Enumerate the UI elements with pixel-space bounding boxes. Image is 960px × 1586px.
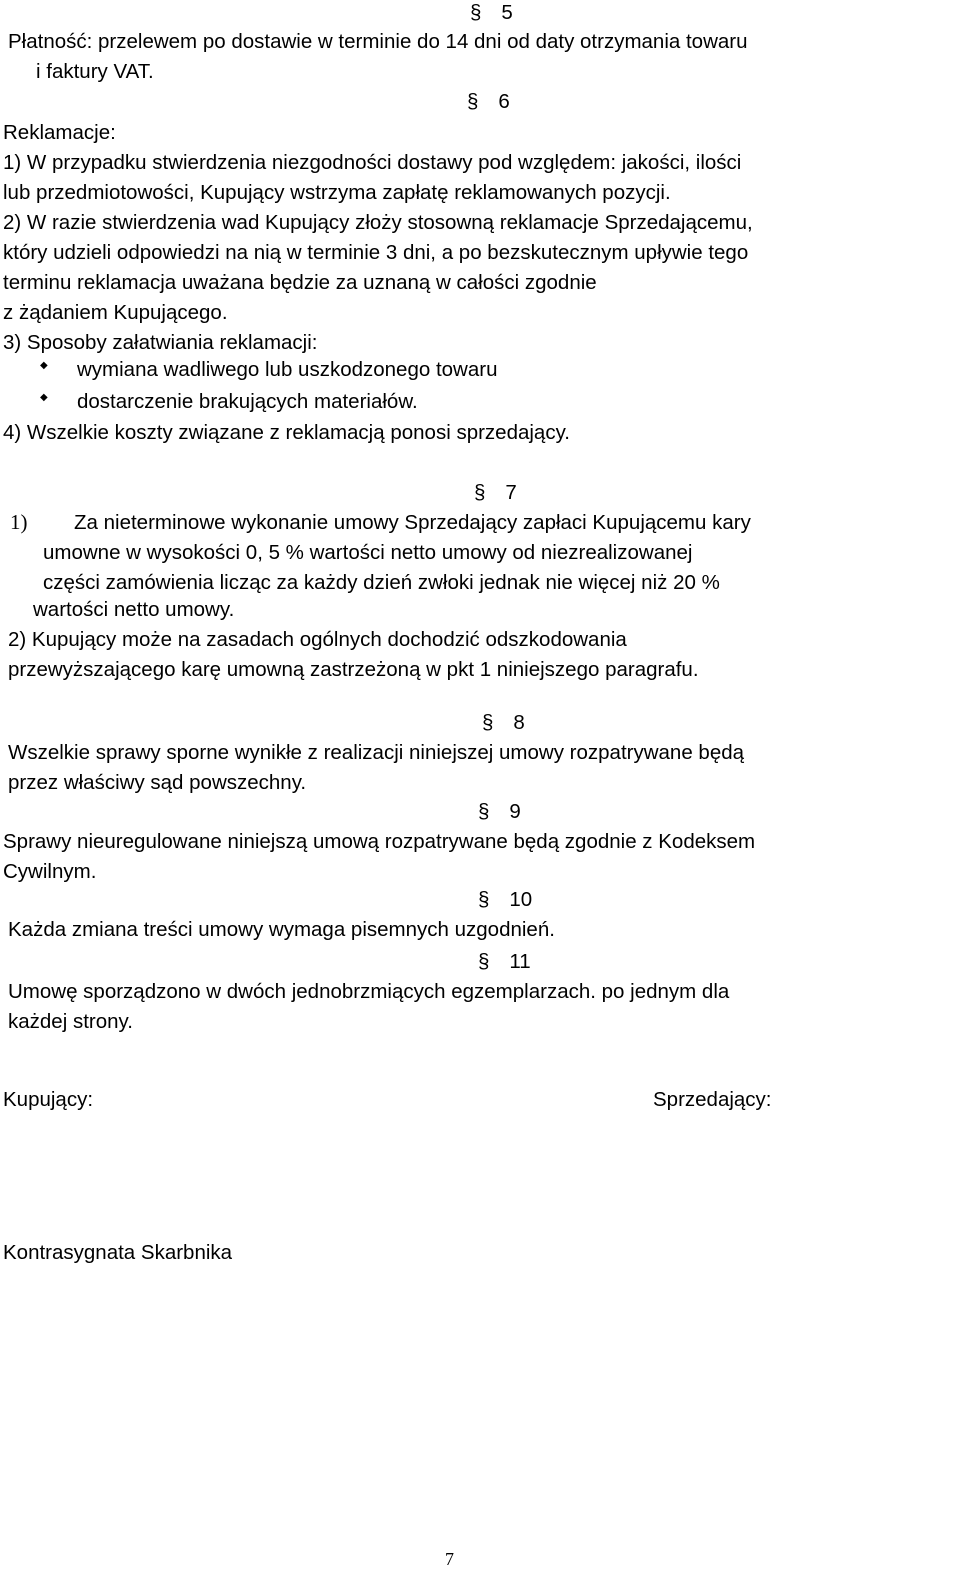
section-number: 11 — [509, 950, 531, 973]
diamond-bullet-icon: ◆ — [40, 392, 48, 403]
penalties-item-1-line-4: wartości netto umowy. — [33, 598, 235, 621]
penalties-item-2-line-2: przewyższającego karę umowną zastrzeżoną w pkt 1 niniejszego paragrafu. — [8, 658, 699, 681]
penalties-item-1-marker: 1) — [10, 510, 28, 534]
complaints-item-2-line-3: terminu reklamacja uważana będzie za uznaną w całości zgodnie — [3, 271, 597, 294]
complaints-item-2-line-1: 2) W razie stwierdzenia wad Kupujący złoży stosowną reklamacje Sprzedającemu, — [3, 211, 753, 234]
seller-signature-label: Sprzedający: — [653, 1088, 772, 1111]
section-symbol: § — [482, 711, 494, 734]
penalties-item-1-line-3: części zamówienia licząc za każdy dzień zwłoki jednak nie więcej niż 20 % — [43, 571, 720, 594]
unregulated-line-2: Cywilnym. — [3, 860, 97, 883]
section-heading-5 — [470, 3, 513, 24]
section-symbol: § — [467, 90, 479, 113]
copies-line-1: Umowę sporządzono w dwóch jednobrzmiących egzemplarzach. po jednym dla — [8, 980, 730, 1003]
copies-line-2: każdej strony. — [8, 1010, 133, 1033]
treasurer-countersign-label: Kontrasygnata Skarbnika — [3, 1241, 233, 1264]
buyer-signature-label: Kupujący: — [3, 1088, 94, 1111]
section-heading-10 — [478, 890, 532, 911]
section-heading-8 — [482, 713, 525, 734]
disputes-line-2: przez właściwy sąd powszechny. — [8, 771, 307, 794]
complaints-item-4: 4) Wszelkie koszty związane z reklamacją ponosi sprzedający. — [3, 421, 571, 444]
section-number: 6 — [498, 90, 510, 113]
complaints-item-3: 3) Sposoby załatwiania reklamacji: — [3, 331, 318, 354]
payment-line-1: Płatność: przelewem po dostawie w terminie do 14 dni od daty otrzymania towaru — [8, 30, 748, 53]
complaints-heading: Reklamacje: — [3, 121, 116, 144]
section-number: 9 — [509, 800, 521, 823]
unregulated-line-1: Sprawy nieuregulowane niniejszą umową rozpatrywane będą zgodnie z Kodeksem — [3, 830, 756, 853]
penalties-item-1-line-1: Za nieterminowe wykonanie umowy Sprzedający zapłaci Kupującemu kary — [74, 511, 751, 534]
changes-line-1: Każda zmiana treści umowy wymaga pisemnych uzgodnień. — [8, 918, 555, 941]
diamond-bullet-icon: ◆ — [40, 360, 48, 371]
complaints-item-2-line-2: który udzieli odpowiedzi na nią w terminie 3 dni, a po bezskutecznym upływie tego — [3, 241, 749, 264]
penalties-item-2-line-1: 2) Kupujący może na zasadach ogólnych dochodzić odszkodowania — [8, 628, 627, 651]
page-number: 7 — [445, 1549, 454, 1569]
section-heading-7 — [474, 483, 517, 504]
complaints-item-2-line-4: z żądaniem Kupującego. — [3, 301, 228, 324]
section-number: 10 — [509, 888, 533, 911]
section-heading-9 — [478, 802, 521, 823]
complaints-bullet-2: dostarczenie brakujących materiałów. — [77, 390, 418, 413]
disputes-line-1: Wszelkie sprawy sporne wynikłe z realizacji niniejszej umowy rozpatrywane będą — [8, 741, 745, 764]
section-heading-11 — [478, 952, 531, 973]
section-symbol: § — [470, 1, 482, 24]
section-symbol: § — [478, 800, 490, 823]
section-number: 5 — [501, 1, 513, 24]
complaints-item-1-line-2: lub przedmiotowości, Kupujący wstrzyma zapłatę reklamowanych pozycji. — [3, 181, 671, 204]
complaints-bullet-1: wymiana wadliwego lub uszkodzonego towaru — [77, 358, 498, 381]
section-symbol: § — [474, 481, 486, 504]
section-number: 7 — [505, 481, 517, 504]
section-symbol: § — [478, 950, 490, 973]
section-number: 8 — [513, 711, 525, 734]
payment-line-2: i faktury VAT. — [36, 60, 154, 83]
penalties-item-1-line-2: umowne w wysokości 0, 5 % wartości netto umowy od niezrealizowanej — [43, 541, 693, 564]
complaints-item-1-line-1: 1) W przypadku stwierdzenia niezgodności dostawy pod względem: jakości, ilości — [3, 151, 742, 174]
section-heading-6 — [467, 92, 510, 113]
section-symbol: § — [478, 888, 490, 911]
